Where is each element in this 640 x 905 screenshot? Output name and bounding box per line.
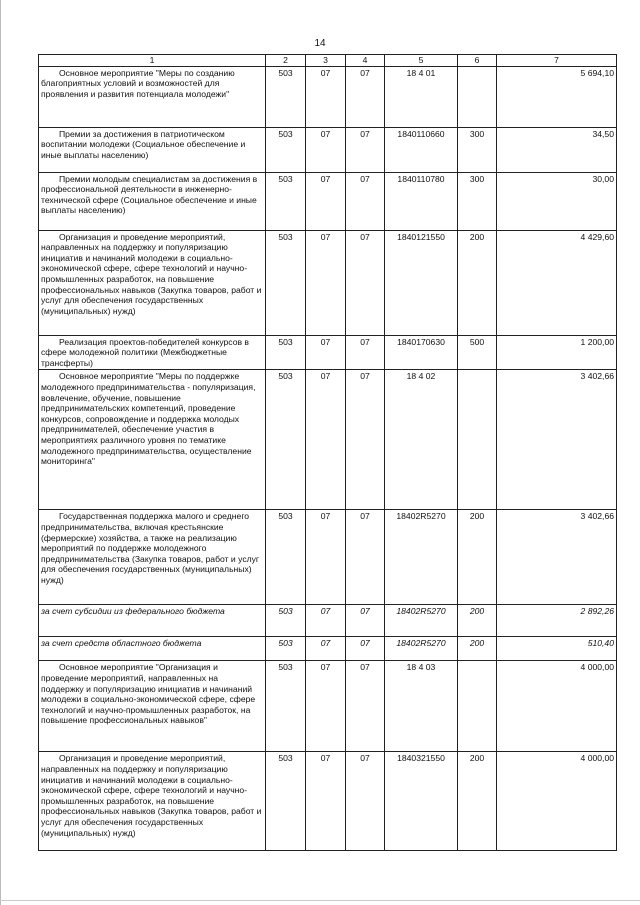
admin-code-cell: 503 <box>266 230 306 335</box>
row-name-cell <box>39 335 266 370</box>
section-code-cell: 07 <box>306 661 346 752</box>
row-name: Организация и проведение мероприятий, направленных на поддержку и популяризацию инициатив и начинаний молодежи в социально-экономической сфере, сфере технологий и научно-промышленных разработок, на повышение профессиональных навыков (Закупка товаров, работ и услуг для обеспечения государственных (муниципальных) нужд) <box>41 753 262 838</box>
scan-edge-bottom <box>0 900 640 901</box>
target-article-cell: 18402R5270 <box>385 637 458 661</box>
amount-cell: 34,50 <box>497 127 617 172</box>
row-name-cell <box>39 127 266 172</box>
expense-type-cell: 500 <box>458 335 497 370</box>
header-col-3: 3 <box>306 55 346 67</box>
row-name: Организация и проведение мероприятий, направленных на поддержку и популяризацию инициатив и начинаний молодежи в социально-экономической сфере, сфере технологий и научно-промышленных разработок, на повышение профессиональных навыков (Закупка товаров, работ и услуг для обеспечения государственных (муниципальных) нужд) <box>41 231 262 316</box>
section-code-cell: 07 <box>306 66 346 127</box>
row-name-cell <box>39 370 266 510</box>
target-article-cell: 18 4 01 <box>385 66 458 127</box>
expense-type-cell: 200 <box>458 752 497 851</box>
header-col-7: 7 <box>497 55 617 67</box>
table-row <box>39 661 617 752</box>
budget-table <box>38 54 617 851</box>
subsection-code-cell: 07 <box>346 230 385 335</box>
admin-code-cell: 503 <box>266 510 306 605</box>
row-name-cell <box>39 752 266 851</box>
section-code-cell: 07 <box>306 230 346 335</box>
table-row <box>39 172 617 230</box>
subsection-code-cell: 07 <box>346 66 385 127</box>
row-name-cell <box>39 637 266 661</box>
target-article-cell: 1840110780 <box>385 172 458 230</box>
table-row <box>39 510 617 605</box>
expense-type-cell: 300 <box>458 172 497 230</box>
expense-type-cell: 200 <box>458 637 497 661</box>
subsection-code-cell: 07 <box>346 335 385 370</box>
header-col-6: 6 <box>458 55 497 67</box>
page-number: 14 <box>314 38 326 49</box>
expense-type-cell <box>458 370 497 510</box>
admin-code-cell: 503 <box>266 127 306 172</box>
target-article-cell: 18 4 02 <box>385 370 458 510</box>
section-code-cell: 07 <box>306 637 346 661</box>
amount-cell: 3 402,66 <box>497 370 617 510</box>
row-name: Основное мероприятие "Меры по поддержке молодежного предпринимательства - популяризация, вовлечение, обучение, повышение предпринимательских компетенций, проведение конкурсов, сопровождение и поддержка молодых предпринимателей, обеспечение участия в мероприятиях различного уровня по тематике молодежного предпринимательства, осуществление мониторинга" <box>41 371 256 467</box>
table-row <box>39 335 617 370</box>
target-article-cell: 1840170630 <box>385 335 458 370</box>
expense-type-cell: 200 <box>458 510 497 605</box>
row-name-cell <box>39 661 266 752</box>
header-col-5: 5 <box>385 55 458 67</box>
row-name-cell <box>39 66 266 127</box>
amount-cell: 1 200,00 <box>497 335 617 370</box>
amount-cell: 4 429,60 <box>497 230 617 335</box>
section-code-cell: 07 <box>306 752 346 851</box>
table-row <box>39 66 617 127</box>
header-col-2: 2 <box>266 55 306 67</box>
header-row <box>39 55 617 67</box>
amount-cell: 5 694,10 <box>497 66 617 127</box>
target-article-cell: 18 4 03 <box>385 661 458 752</box>
amount-cell: 2 892,26 <box>497 605 617 637</box>
target-article-cell: 1840121550 <box>385 230 458 335</box>
admin-code-cell: 503 <box>266 370 306 510</box>
admin-code-cell: 503 <box>266 637 306 661</box>
row-name: за счет средств областного бюджета <box>41 638 202 649</box>
subsection-code-cell: 07 <box>346 605 385 637</box>
section-code-cell: 07 <box>306 510 346 605</box>
row-name-cell <box>39 605 266 637</box>
table-row <box>39 637 617 661</box>
subsection-code-cell: 07 <box>346 172 385 230</box>
section-code-cell: 07 <box>306 370 346 510</box>
header-col-1: 1 <box>39 55 266 67</box>
section-code-cell: 07 <box>306 127 346 172</box>
amount-cell: 4 000,00 <box>497 661 617 752</box>
row-name: Основное мероприятие "Организация и проведение мероприятий, направленных на поддержку и популяризацию инициатив и начинаний молодежи в социально-экономической сфере, сфере технологий и научно-промышленных разработок, на повышение профессиональных навыков" <box>41 662 256 726</box>
amount-cell: 3 402,66 <box>497 510 617 605</box>
expense-type-cell <box>458 66 497 127</box>
table-row <box>39 605 617 637</box>
section-code-cell: 07 <box>306 172 346 230</box>
expense-type-cell: 200 <box>458 605 497 637</box>
table-row <box>39 127 617 172</box>
row-name: Премии за достижения в патриотическом воспитании молодежи (Социальное обеспечение и иные выплаты населению) <box>41 128 246 160</box>
section-code-cell: 07 <box>306 605 346 637</box>
subsection-code-cell: 07 <box>346 127 385 172</box>
row-name: Премии молодым специалистам за достижения в профессиональной деятельности в инженерно-технической сфере (Социальное обеспечение и иные выплаты населению) <box>41 173 258 216</box>
amount-cell: 4 000,00 <box>497 752 617 851</box>
table-row <box>39 230 617 335</box>
target-article-cell: 18402R5270 <box>385 510 458 605</box>
expense-type-cell: 300 <box>458 127 497 172</box>
subsection-code-cell: 07 <box>346 370 385 510</box>
target-article-cell: 1840321550 <box>385 752 458 851</box>
admin-code-cell: 503 <box>266 335 306 370</box>
subsection-code-cell: 07 <box>346 661 385 752</box>
expense-type-cell <box>458 661 497 752</box>
row-name-cell <box>39 230 266 335</box>
target-article-cell: 1840110660 <box>385 127 458 172</box>
admin-code-cell: 503 <box>266 605 306 637</box>
subsection-code-cell: 07 <box>346 752 385 851</box>
admin-code-cell: 503 <box>266 752 306 851</box>
amount-cell: 30,00 <box>497 172 617 230</box>
admin-code-cell: 503 <box>266 66 306 127</box>
target-article-cell: 18402R5270 <box>385 605 458 637</box>
table-row <box>39 752 617 851</box>
row-name-cell <box>39 510 266 605</box>
row-name: Основное мероприятие "Меры по созданию благоприятных условий и возможностей для проявления и развития потенциала молодежи" <box>41 67 235 99</box>
row-name-cell <box>39 172 266 230</box>
table-row <box>39 370 617 510</box>
row-name: Реализация проектов-победителей конкурсов в сфере молодежной политики (Межбюджетные трансферты) <box>41 336 249 368</box>
subsection-code-cell: 07 <box>346 510 385 605</box>
scan-edge-left <box>0 0 1 905</box>
row-name: Государственная поддержка малого и среднего предпринимательства, включая крестьянские (фермерские) хозяйства, а также на реализацию мероприятий по поддержке молодежного предпринимательства (Закупка товаров, работ и услуг для обеспечения государственных (муниципальных) нужд) <box>41 511 260 585</box>
table-body <box>39 66 617 851</box>
admin-code-cell: 503 <box>266 172 306 230</box>
subsection-code-cell: 07 <box>346 637 385 661</box>
section-code-cell: 07 <box>306 335 346 370</box>
row-name: за счет субсидии из федерального бюджета <box>41 606 225 617</box>
amount-cell: 510,40 <box>497 637 617 661</box>
header-col-4: 4 <box>346 55 385 67</box>
admin-code-cell: 503 <box>266 661 306 752</box>
expense-type-cell: 200 <box>458 230 497 335</box>
